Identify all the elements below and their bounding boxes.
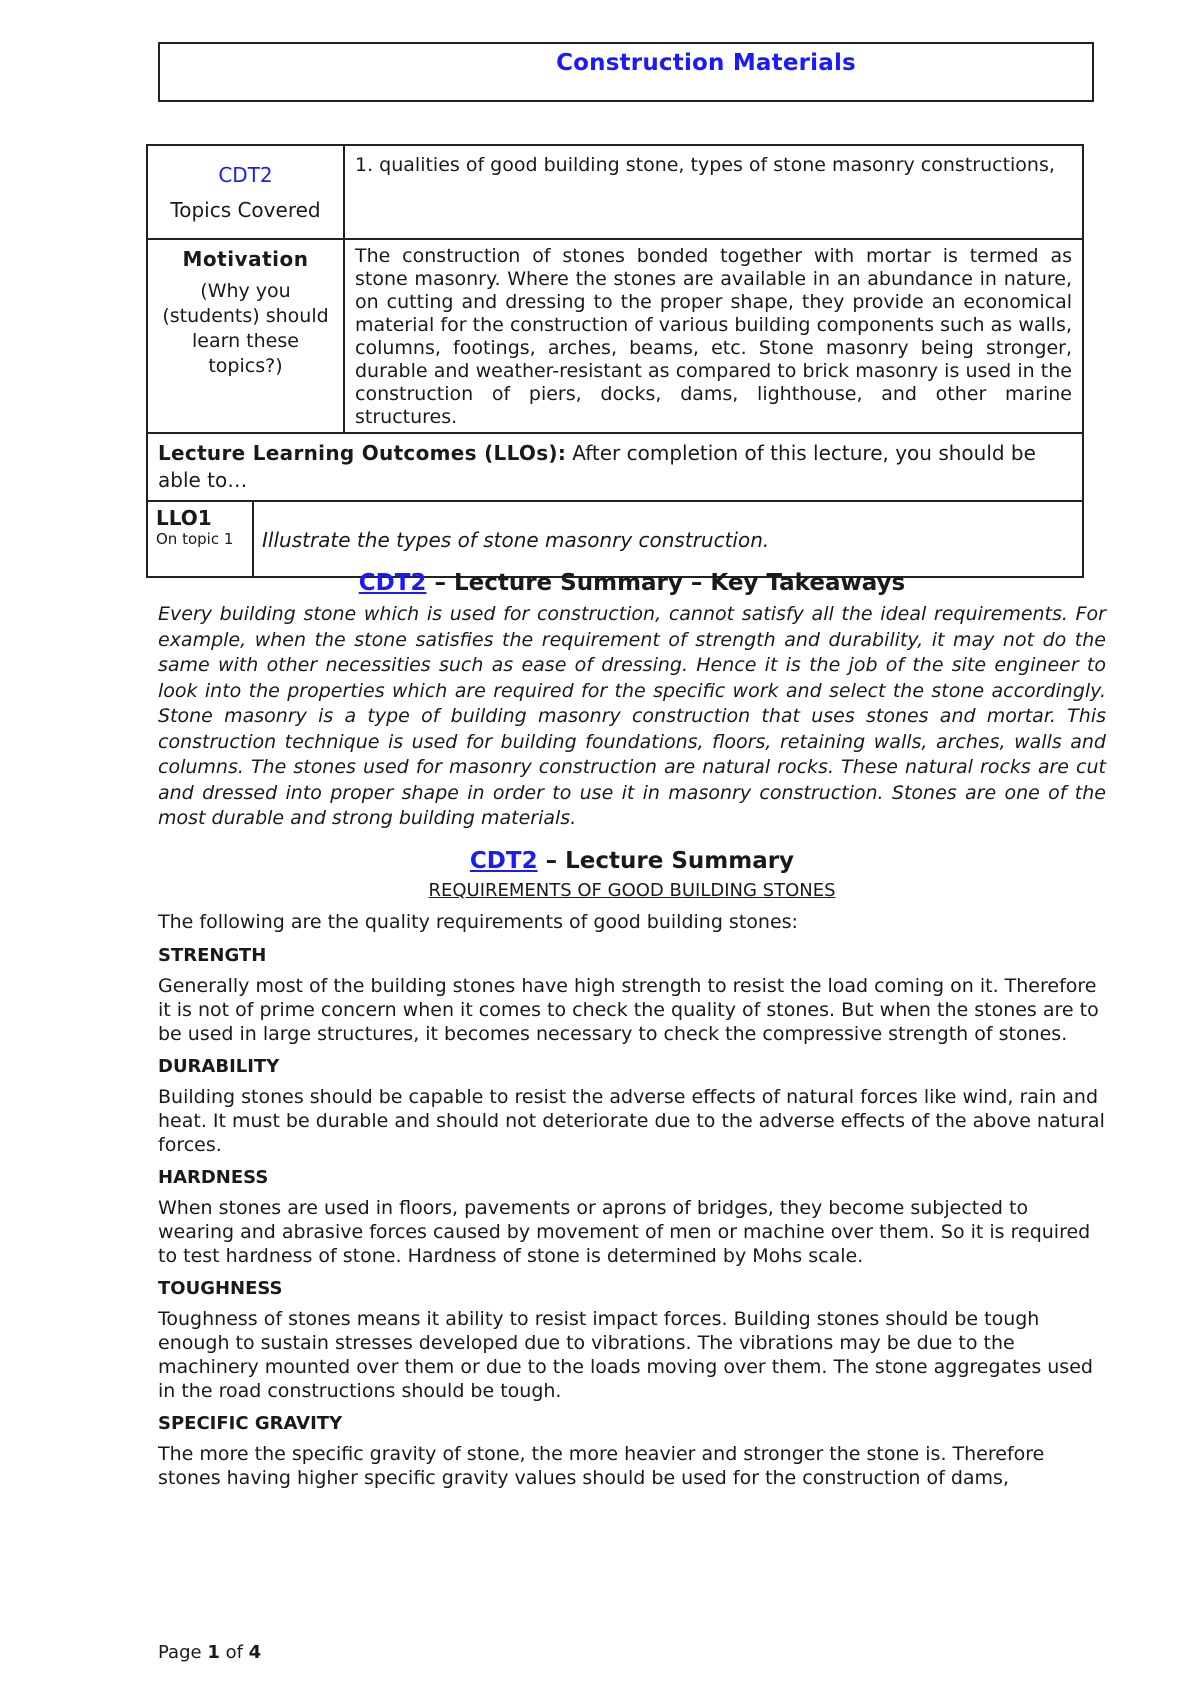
requirement-body: Building stones should be capable to resist the adverse effects of natural forces like wind, rain and heat. It must be durable and should not deteriorate due to the adverse effects of the above natural forces. — [158, 1085, 1105, 1156]
motivation-row — [147, 239, 1083, 433]
requirement-title: DURABILITY — [158, 1055, 280, 1077]
topics-table — [146, 144, 1084, 502]
llo-topic: On topic 1 — [156, 530, 234, 548]
requirement-title: TOUGHNESS — [158, 1277, 283, 1299]
topics-cell-right — [344, 145, 1083, 239]
requirement-item — [158, 1278, 1106, 1403]
llo-heading: Lecture Learning Outcomes (LLOs): — [158, 441, 567, 465]
requirements-intro: The following are the quality requirements of good building stones: — [158, 910, 798, 933]
takeaways-code-link[interactable]: CDT2 — [358, 570, 427, 596]
takeaways-heading — [158, 570, 1106, 596]
llo-heading-row — [147, 433, 1083, 501]
motivation-title: Motivation — [182, 247, 309, 271]
document-body — [158, 570, 1106, 1500]
summary-heading-text: – Lecture Summary — [545, 847, 795, 874]
motivation-text: The construction of stones bonded together with mortar is termed as stone masonry. Where the stones are available in an abundance in nature, on cutting and dressing to the proper shape, they provide an economical material for the construction of various building components such as walls, columns, footings, arches, beams, etc. Stone masonry being stronger, durable and weather-resistant as compared to brick masonry is used in the construction of piers, docks, dams, lighthouse, and other marine structures. — [355, 245, 1072, 428]
requirement-body: Toughness of stones means it ability to resist impact forces. Building stones should be tough enough to sustain stresses developed due to vibrations. The vibrations may be due to the machinery mounted over them or due to the loads moving over them. The stone aggregates used in the road constructions should be tough. — [158, 1307, 1093, 1402]
of-label: of — [225, 1642, 243, 1663]
requirement-title: STRENGTH — [158, 944, 267, 966]
requirement-item — [158, 1413, 1106, 1490]
topics-label: Topics Covered — [170, 198, 321, 222]
llo-intro: After completion of this lecture, you should be able to… — [158, 441, 1036, 492]
requirement-item — [158, 1056, 1106, 1157]
page-number: 1 — [207, 1642, 220, 1663]
requirement-title: SPECIFIC GRAVITY — [158, 1412, 343, 1434]
llo-row — [147, 501, 1083, 577]
page-label: Page — [158, 1642, 202, 1663]
takeaways-text: Every building stone which is used for construction, cannot satisfy all the ideal requirements. For example, when the stone satisfies the requirement of strength and durability, it may not do the same with other necessities such as ease of dressing. Hence it is the job of the site engineer to look into the properties which are required for the specific work and select the stone accordingly. Stone masonry is a type of building masonry construction that uses stones and mortar. This construction technique is used for building foundations, floors, retaining walls, arches, walls and columns. The stones used for masonry construction are natural rocks. These natural rocks are cut and dressed into proper shape in order to use it in masonry construction. Stones are one of the most durable and strong building materials. — [158, 603, 1106, 829]
requirement-title: HARDNESS — [158, 1166, 269, 1188]
topics-cell-left — [147, 145, 344, 239]
summary-code-link[interactable]: CDT2 — [469, 847, 538, 874]
motivation-cell-right — [344, 239, 1083, 433]
document-title: Construction Materials — [556, 50, 856, 76]
page-header — [158, 42, 1094, 102]
topics-text: 1. qualities of good building stone, types of stone masonry constructions, — [355, 154, 1055, 176]
requirement-body: The more the specific gravity of stone, the more heavier and stronger the stone is. Therefore stones having higher specific gravity values should be used for the construction of dams, — [158, 1442, 1045, 1489]
requirement-item — [158, 1167, 1106, 1268]
motivation-subtitle: (Why you (students) should learn these topics?) — [162, 280, 329, 377]
motivation-cell-left — [147, 239, 344, 433]
takeaways-heading-text: – Lecture Summary – Key Takeaways — [434, 570, 906, 596]
total-pages: 4 — [248, 1642, 262, 1663]
requirement-body: Generally most of the building stones have high strength to resist the load coming on it. Therefore it is not of prime concern when it comes to check the quality of stones. But when the stones are to be used in large structures, it becomes necessary to check the compressive strength of stones. — [158, 974, 1099, 1045]
llo-heading-cell — [147, 433, 1083, 501]
llo-text-cell — [253, 501, 1083, 577]
requirements-subheading: REQUIREMENTS OF GOOD BUILDING STONES — [428, 879, 836, 901]
llo-id: LLO1 — [156, 506, 212, 530]
llo-table — [146, 500, 1084, 578]
llo-id-cell — [147, 501, 253, 577]
requirement-body: When stones are used in floors, pavements or aprons of bridges, they become subjected to wearing and abrasive forces caused by movement of men or machine over them. So it is required to test hardness of stone. Hardness of stone is determined by Mohs scale. — [158, 1196, 1091, 1267]
topics-row — [147, 145, 1083, 239]
summary-heading — [158, 848, 1106, 874]
page-footer — [158, 1642, 261, 1663]
requirement-item — [158, 945, 1106, 1046]
course-code: CDT2 — [218, 163, 273, 187]
llo-text: Illustrate the types of stone masonry construction. — [262, 528, 770, 552]
